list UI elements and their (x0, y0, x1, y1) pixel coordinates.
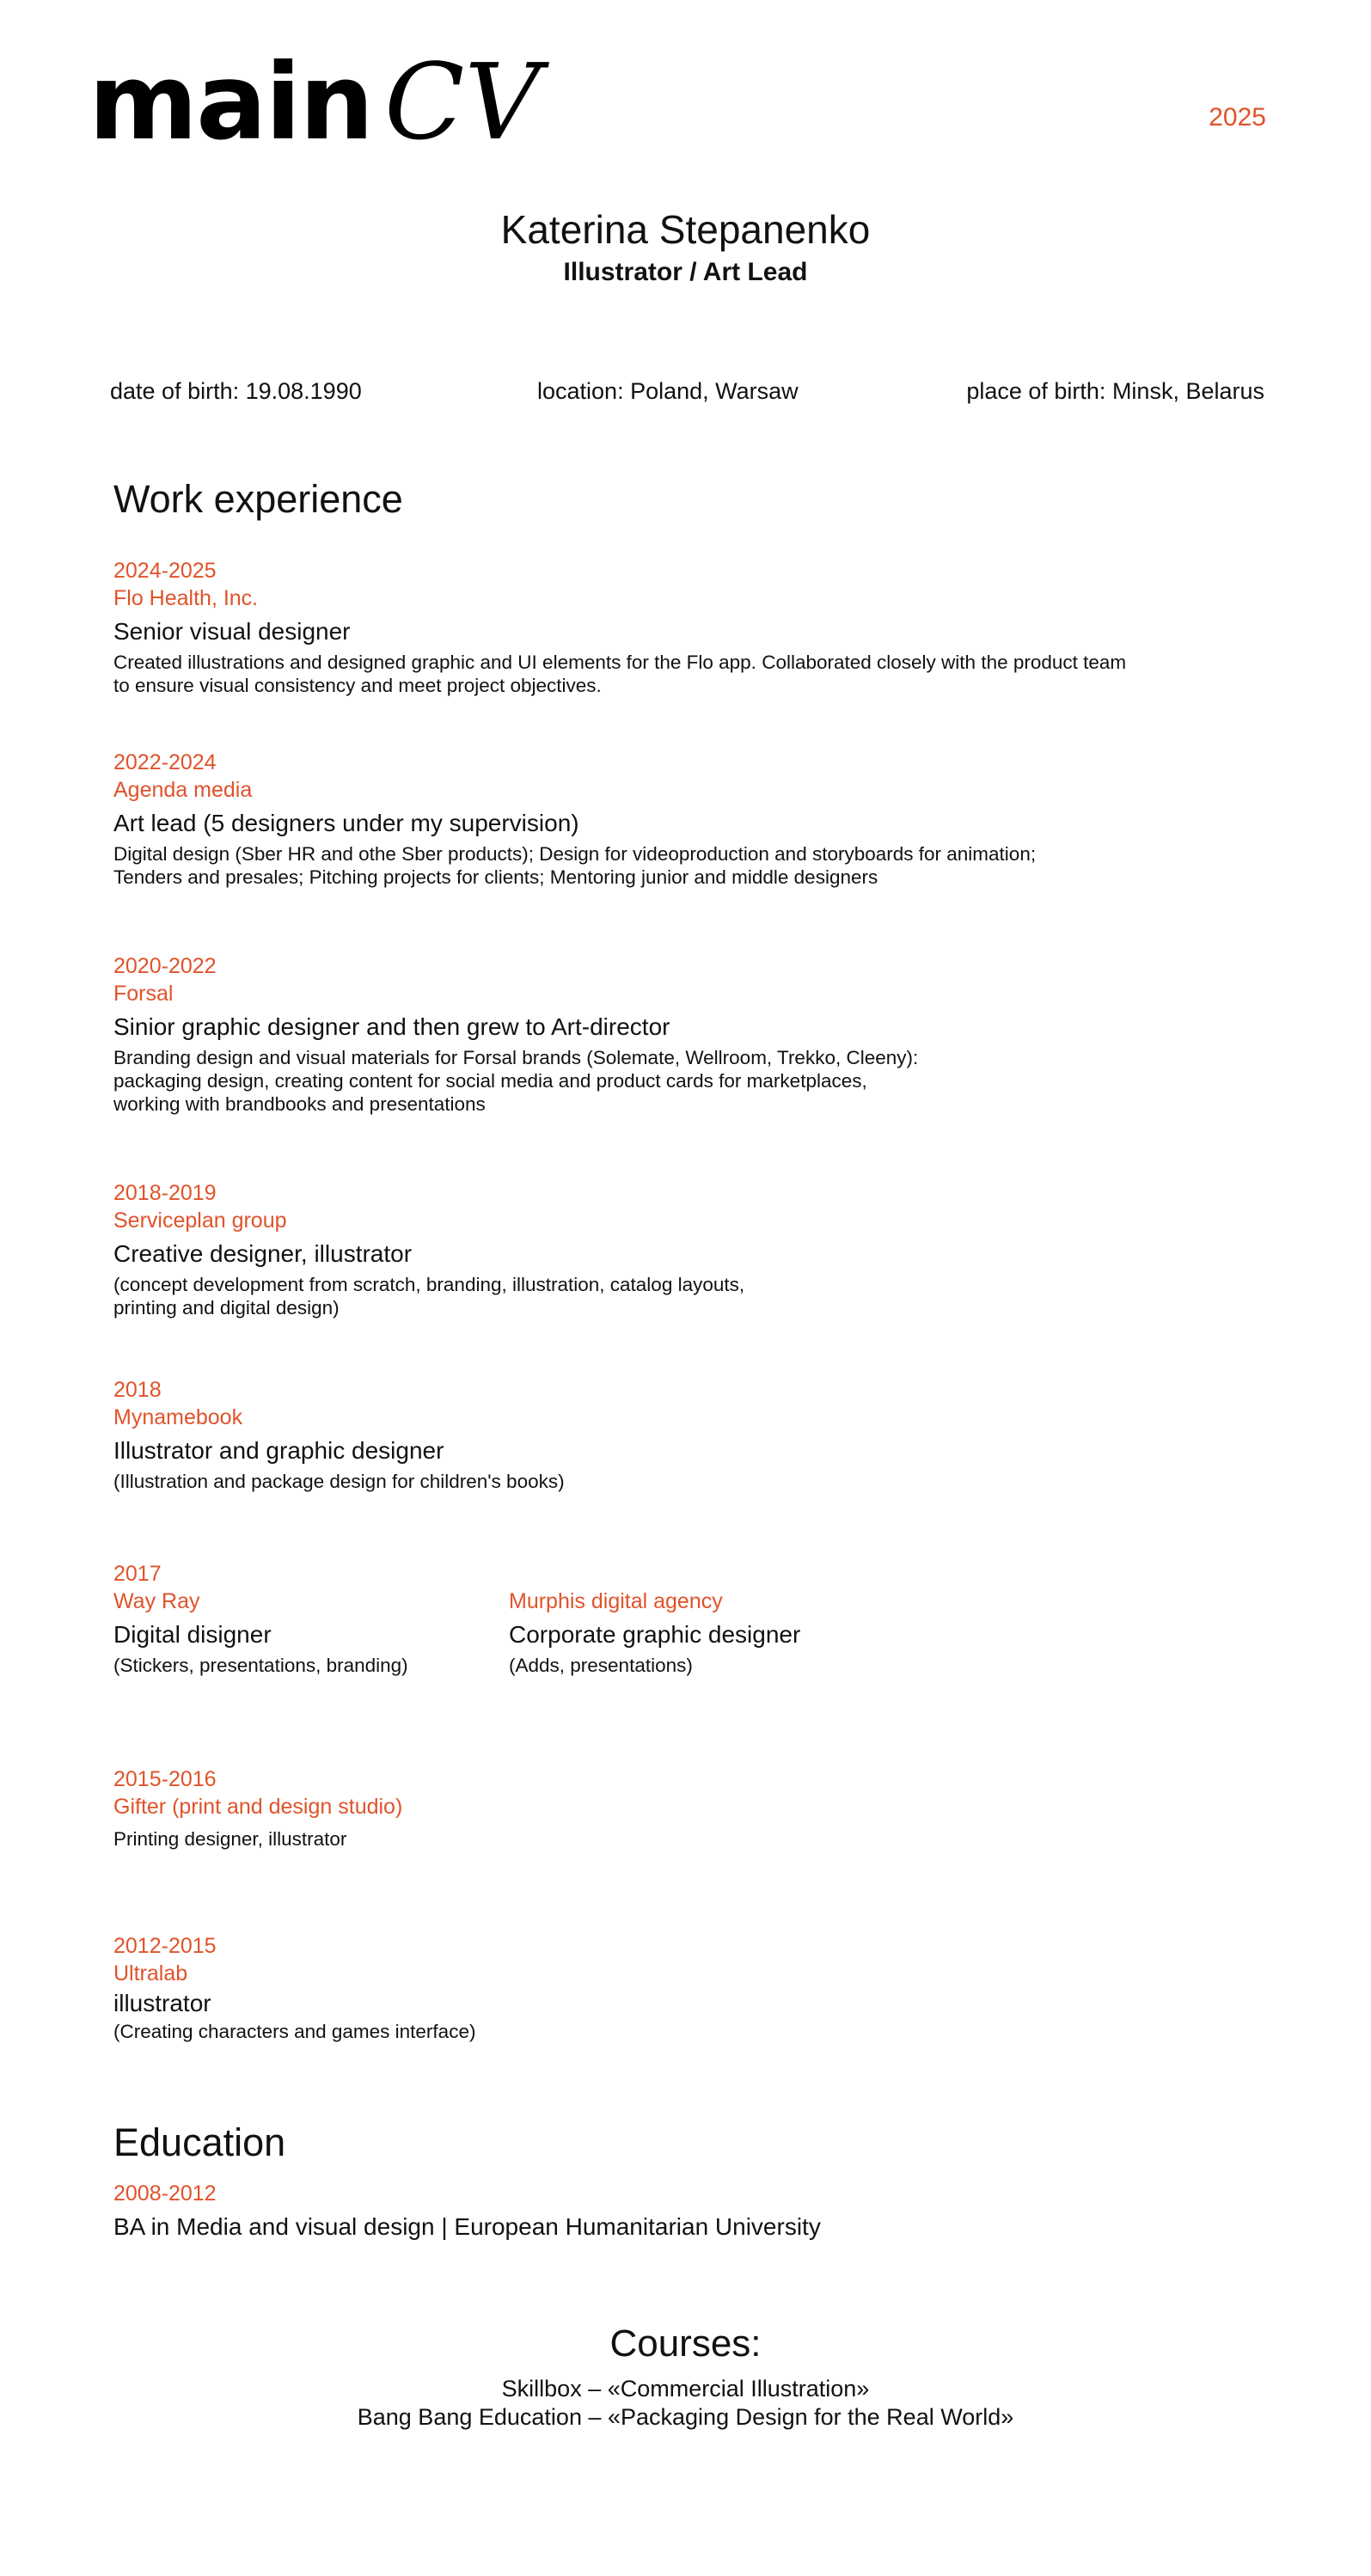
job-years: 2017 (113, 1562, 162, 1586)
job-description: (concept development from scratch, branding, illustration, catalog layouts, printing and digital design) (113, 1274, 745, 1319)
job-entry (113, 557, 1231, 697)
job-years: 2015-2016 (113, 1767, 217, 1791)
job-title: Senior visual designer (113, 618, 351, 645)
job-company: Mynamebook (113, 1405, 243, 1429)
job-entry (113, 1560, 1231, 1689)
education-years: 2008-2012 (113, 2181, 217, 2206)
job-title: Art lead (5 designers under my supervision) (113, 810, 579, 836)
job-title: Illustrator and graphic designer (113, 1437, 444, 1464)
job-company: Ultralab (113, 1961, 188, 1986)
job-title: Corporate graphic designer (509, 1621, 801, 1648)
job-entry (113, 1179, 1231, 1319)
location: location: Poland, Warsaw (537, 378, 799, 404)
job-description: (Creating characters and games interface) (113, 2021, 476, 2042)
date-of-birth: date of birth: 19.08.1990 (110, 378, 362, 404)
job-years: 2012-2015 (113, 1934, 217, 1958)
job-entry (113, 1932, 1231, 2043)
job-company: Agenda media (113, 778, 253, 802)
course-item: Bang Bang Education – «Packaging Design for the Real World» (357, 2404, 1014, 2430)
courses-list (0, 2375, 1371, 2432)
work-experience-heading: Work experience (113, 477, 403, 521)
job-company: Flo Health, Inc. (113, 586, 259, 610)
job-description: Printing designer, illustrator (113, 1828, 347, 1850)
job-description: (Adds, presentations) (509, 1655, 693, 1676)
job-company: Murphis digital agency (509, 1589, 723, 1613)
job-title: Digital disigner (113, 1621, 272, 1648)
job-description: Created illustrations and designed graphic and UI elements for the Flo app. Collaborated closely with the product team to ensure visual consistency and meet project objectives. (113, 652, 1127, 696)
job-description: (Illustration and package design for children's books) (113, 1471, 565, 1492)
education-entry (113, 2180, 1231, 2243)
place-of-birth: place of birth: Minsk, Belarus (966, 378, 1264, 404)
cv-logo (89, 41, 541, 163)
job-years: 2018 (113, 1378, 162, 1402)
job-entry (113, 749, 1231, 889)
job-column (509, 1588, 800, 1677)
job-company: Gifter (print and design studio) (113, 1795, 403, 1819)
job-years: 2022-2024 (113, 750, 217, 774)
job-title: Creative designer, illustrator (113, 1240, 413, 1267)
job-years: 2024-2025 (113, 559, 217, 583)
job-company: Way Ray (113, 1589, 200, 1613)
job-description: Digital design (Sber HR and othe Sber products); Design for videoproduction and storyboards for animation; Tenders and presales; Pitching projects for clients; Mentoring junior and middle designers (113, 843, 1037, 888)
person-name: Katerina Stepanenko (500, 207, 871, 252)
courses-heading: Courses: (609, 2322, 762, 2365)
job-description: Branding design and visual materials for Forsal brands (Solemate, Wellroom, Trekko, Cleeny): packaging design, creating content for social media and product cards for marketplaces, working with brandbooks and presentations (113, 1047, 919, 1115)
course-item: Skillbox – «Commercial Illustration» (501, 2376, 870, 2402)
job-entry (113, 1376, 1231, 1493)
job-company: Serviceplan group (113, 1208, 287, 1233)
cv-year: 2025 (1209, 103, 1266, 132)
person-role: Illustrator / Art Lead (563, 258, 808, 286)
education-degree: BA in Media and visual design | European Humanitarian University (113, 2213, 821, 2240)
education-heading: Education (113, 2120, 286, 2164)
job-column (113, 1588, 408, 1677)
job-years: 2020-2022 (113, 954, 217, 978)
job-entry (113, 952, 1231, 1116)
logo-main-text: main (89, 41, 373, 163)
job-company: Forsal (113, 982, 174, 1006)
logo-cv-text: CV (384, 41, 541, 163)
job-title: Sinior graphic designer and then grew to Art-director (113, 1013, 670, 1040)
job-description: (Stickers, presentations, branding) (113, 1655, 408, 1676)
job-entry (113, 1765, 1231, 1851)
job-years: 2018-2019 (113, 1181, 217, 1205)
job-title: illustrator (113, 1990, 211, 2016)
